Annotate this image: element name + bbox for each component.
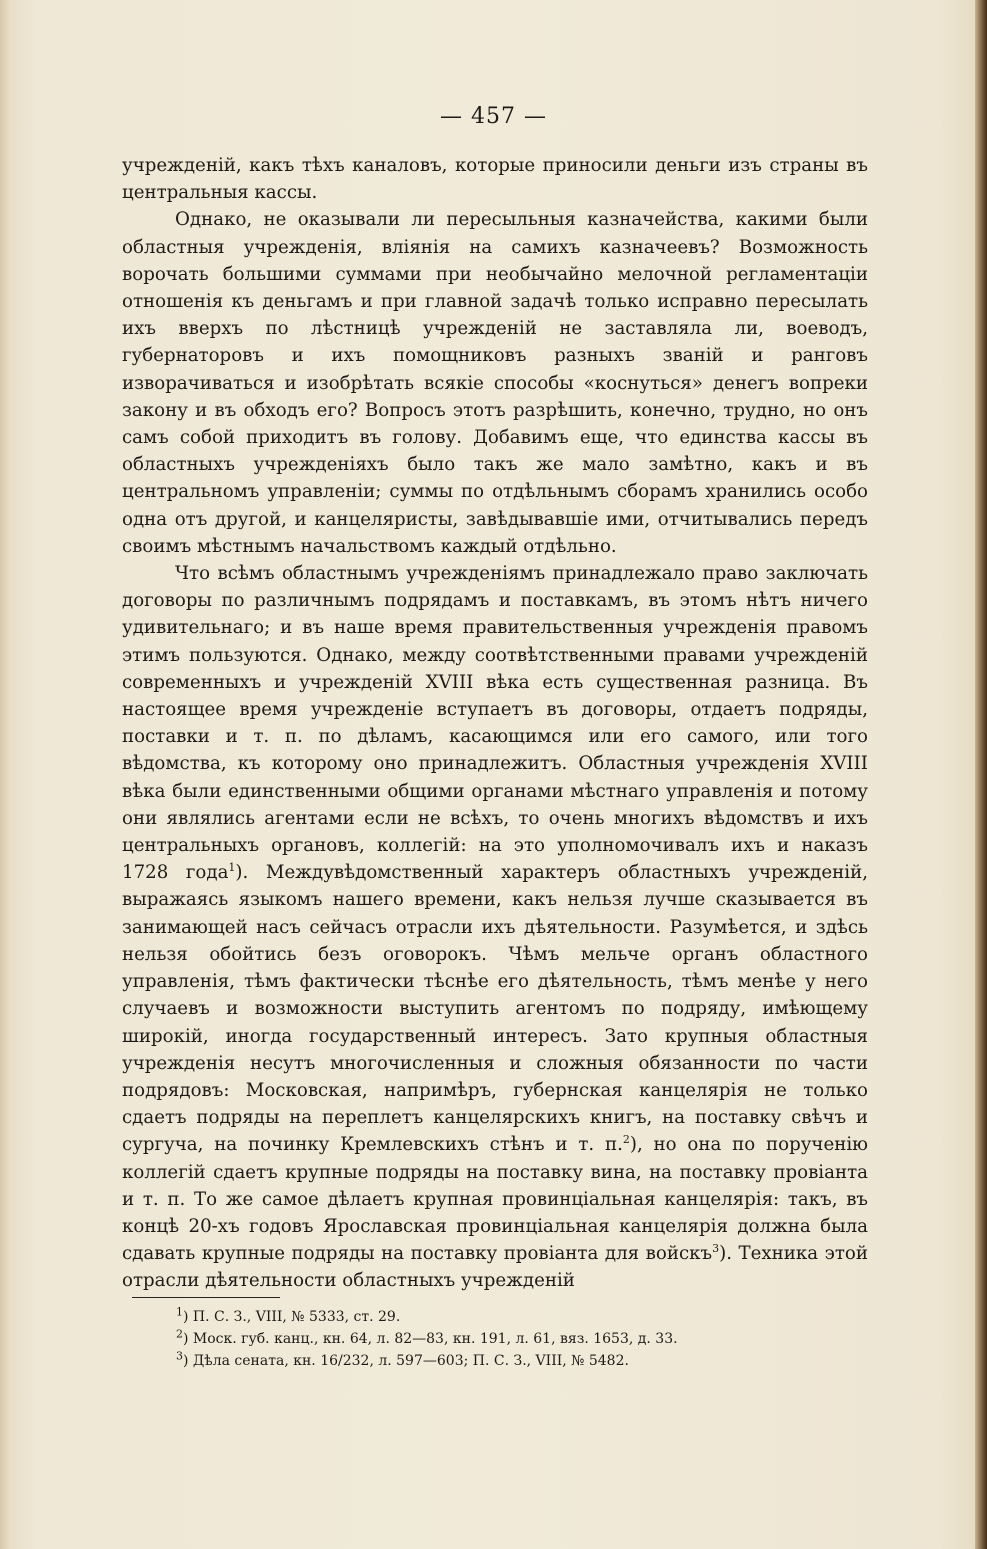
- footnote: [176, 1328, 856, 1350]
- footnote-text: ) Моск. губ. канц., кн. 64, л. 82—83, кн. 191, л. 61, вяз. 1653, д. 33.: [183, 1331, 678, 1347]
- paragraph: [122, 152, 868, 206]
- footnote-mark: 2: [176, 1327, 183, 1341]
- paragraph-text: Что всѣмъ областнымъ учрежденіямъ принадлежало право заключать договоры по различнымъ подрядамъ и поставкамъ, въ этомъ нѣтъ ничего удивительнаго; и въ наше время правительственныя учрежденія правомъ этимъ пользуются. Однако, между соотвѣтственными правами учрежденій современныхъ и учрежденій XVIII вѣка есть существенная разница. Въ настоящее время учрежденіе вступаетъ въ договоры, отдаетъ подряды, поставки и т. п. по дѣламъ, касающимся или его самого, или того вѣдомства, къ которому оно принадлежитъ. Областныя учрежденія XVIII вѣка были единственными общими органами мѣстнаго управленія и потому они являлись агентами если не всѣхъ, то очень многихъ вѣдомствъ и ихъ центральныхъ органовъ, коллегій: на это уполномочивалъ ихъ и наказъ 1728 года: [122, 563, 868, 884]
- footnote-mark: 3: [176, 1349, 183, 1363]
- body-text: [122, 152, 868, 1295]
- footnote-reference: 2: [622, 1133, 630, 1147]
- page-number: — 457 —: [440, 104, 547, 129]
- paragraph-text: ). Техника этой отрасли дѣятельности областныхъ учрежденій: [122, 1243, 868, 1292]
- footnote-text: ) Дѣла сената, кн. 16/232, л. 597—603; П. С. З., VIII, № 5482.: [183, 1353, 629, 1369]
- paragraph-text: Однако, не оказывали ли пересыльныя казначейства, какими были областныя учрежденія, вліянія на самихъ казначеевъ? Возможность ворочать большими суммами при необычайно мелочной регламентаціи отношенія къ деньгамъ и при главной задачѣ только исправно пересылать ихъ вверхъ по лѣстницѣ учрежденій не заставляла ли, воеводъ, губернаторовъ и ихъ помощниковъ разныхъ званій и ранговъ изворачиваться и изобрѣтать всякіе способы «коснуться» денегъ вопреки закону и въ обходъ его? Вопросъ этотъ разрѣшить, конечно, трудно, но онъ самъ собой приходитъ въ голову. Добавимъ еще, что единства кассы въ областныхъ учрежденіяхъ было такъ же мало замѣтно, какъ и въ центральномъ управленіи; суммы по отдѣльнымъ сборамъ хранились особо одна отъ другой, и канцеляристы, завѣдывавшіе ими, отчитывались передъ своимъ мѣстнымъ начальствомъ каждый отдѣльно.: [122, 209, 868, 557]
- footnotes: [176, 1306, 856, 1372]
- page-edge-shadow: [0, 0, 10, 1549]
- footnote-text: ) П. С. З., VIII, № 5333, ст. 29.: [183, 1309, 401, 1325]
- footnote-reference: 3: [712, 1242, 720, 1256]
- paragraph-text: ), но она по порученію коллегій сдаетъ крупные подряды на поставку вина, на поставку провіанта и т. п. То же самое дѣлаетъ крупная провинціальная канцелярія: такъ, въ концѣ 20-хъ годовъ Ярославская провинціальная канцелярія должна была сдавать крупные подряды на поставку провіанта для войскъ: [122, 1134, 868, 1265]
- footnote: [176, 1350, 856, 1372]
- footnote: [176, 1306, 856, 1328]
- paragraph: [122, 206, 868, 560]
- paragraph: [122, 560, 868, 1294]
- book-spine: [975, 0, 987, 1549]
- footnote-reference: 1: [228, 861, 236, 875]
- footnote-mark: 1: [176, 1305, 183, 1319]
- footnote-divider: [132, 1297, 280, 1298]
- paragraph-text: учрежденій, какъ тѣхъ каналовъ, которые приносили деньги изъ страны въ центральныя кассы.: [122, 155, 868, 204]
- paragraph-text: ). Междувѣдомственный характеръ областныхъ учрежденій, выражаясь языкомъ нашего времени, какъ нельзя лучше сказывается въ занимающей насъ сейчасъ отрасли ихъ дѣятельности. Разумѣется, и здѣсь нельзя обойтись безъ оговорокъ. Чѣмъ мельче органъ областного управленія, тѣмъ фактически тѣснѣе его дѣятельность, тѣмъ менѣе у него случаевъ и возможности выступить агентомъ по подряду, имѣющему широкій, иногда государственный интересъ. Зато крупныя областныя учрежденія несутъ многочисленныя и сложныя обязанности по части подрядовъ: Московская, напримѣръ, губернская канцелярія не только сдаетъ подряды на переплетъ канцелярскихъ книгъ, на поставку свѣчъ и сургуча, на починку Кремлевскихъ стѣнъ и т. п.: [122, 862, 868, 1156]
